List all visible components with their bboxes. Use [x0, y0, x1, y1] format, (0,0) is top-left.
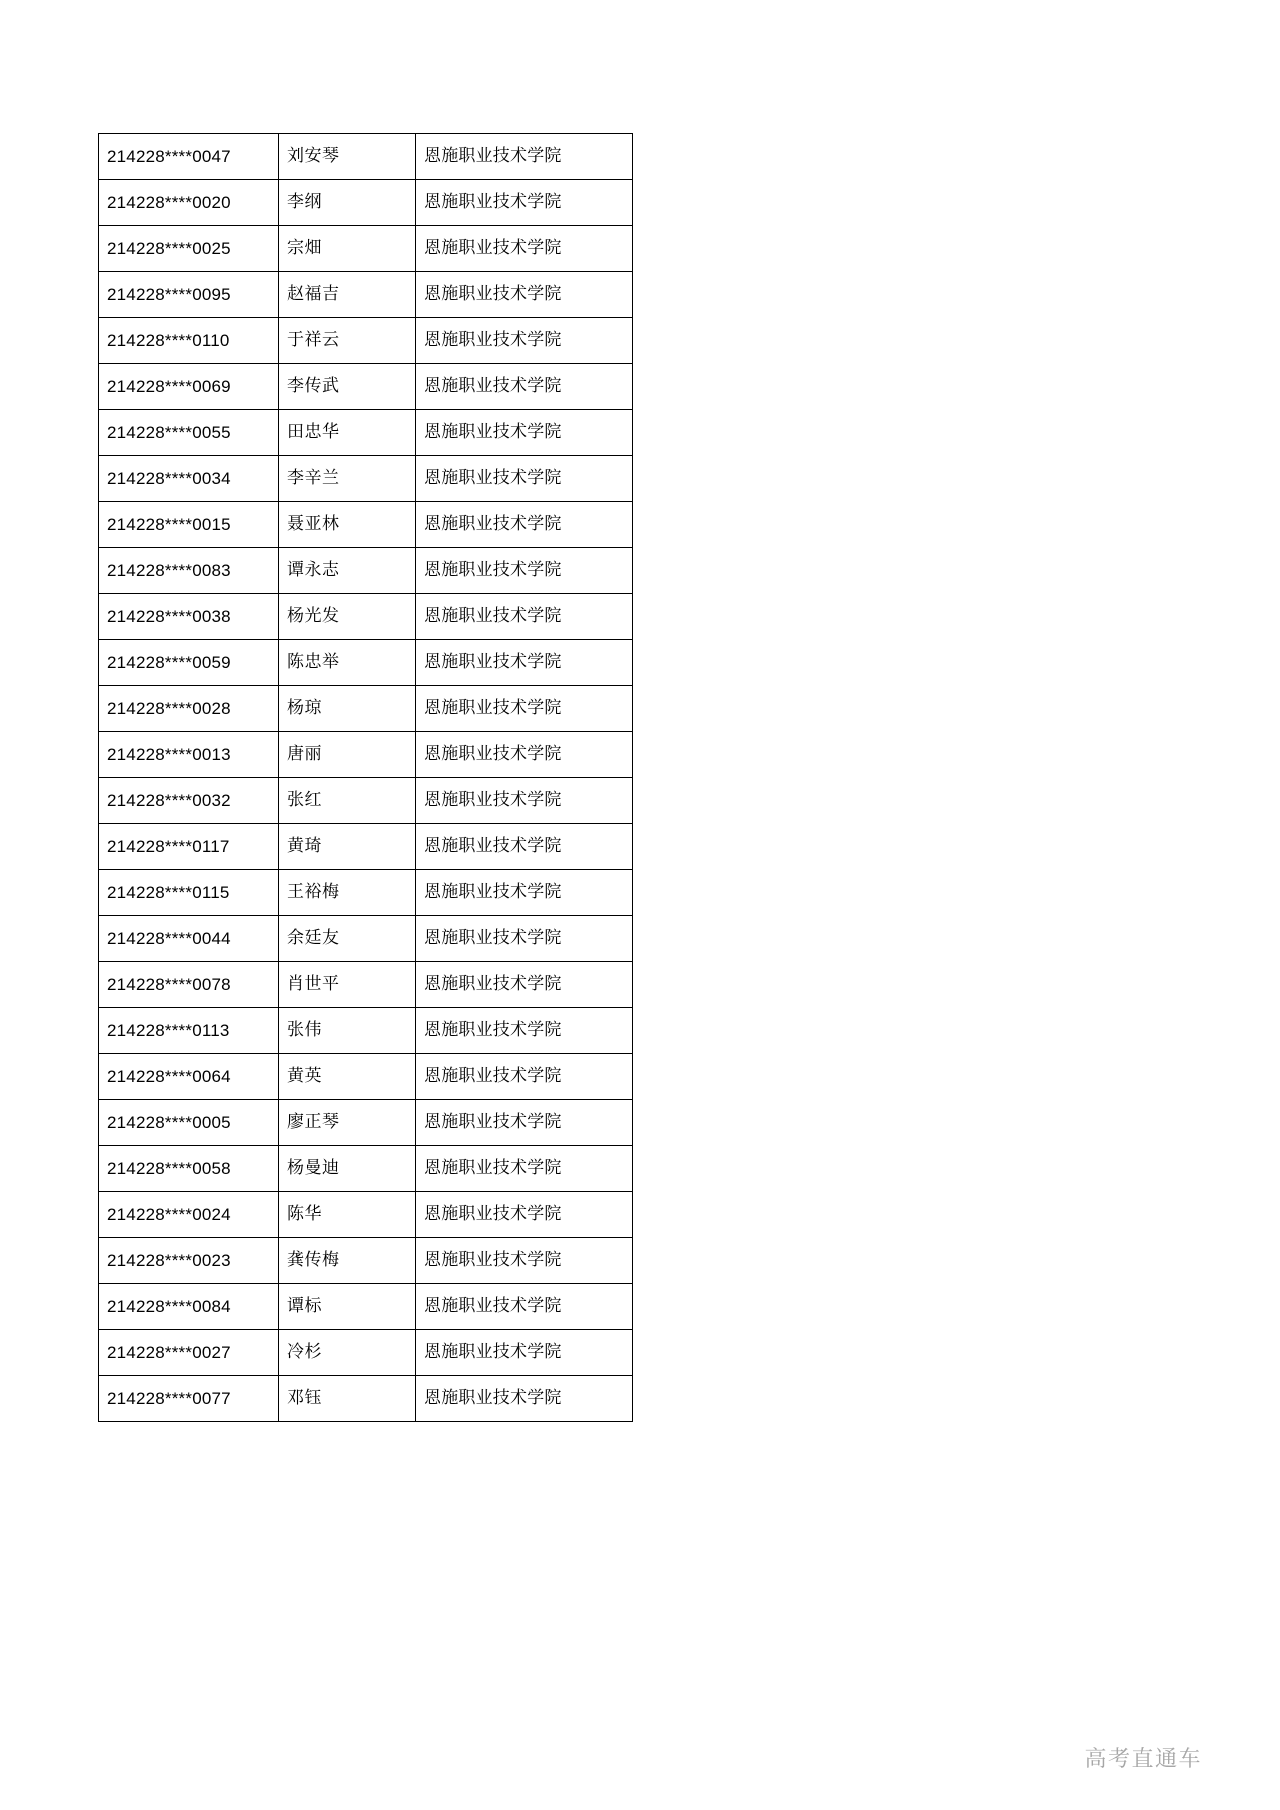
- cell-institution: 恩施职业技术学院: [416, 1192, 633, 1238]
- cell-institution: 恩施职业技术学院: [416, 1376, 633, 1422]
- table-row: [99, 870, 633, 916]
- table-row: [99, 548, 633, 594]
- cell-id-number: 214228****0110: [99, 318, 279, 364]
- cell-candidate-name: 陈忠举: [279, 640, 416, 686]
- table-row: [99, 1330, 633, 1376]
- cell-candidate-name: 肖世平: [279, 962, 416, 1008]
- cell-institution: 恩施职业技术学院: [416, 548, 633, 594]
- cell-institution: 恩施职业技术学院: [416, 870, 633, 916]
- cell-candidate-name: 聂亚林: [279, 502, 416, 548]
- cell-candidate-name: 李纲: [279, 180, 416, 226]
- cell-id-number: 214228****0064: [99, 1054, 279, 1100]
- cell-id-number: 214228****0005: [99, 1100, 279, 1146]
- cell-id-number: 214228****0078: [99, 962, 279, 1008]
- cell-candidate-name: 谭标: [279, 1284, 416, 1330]
- cell-institution: 恩施职业技术学院: [416, 686, 633, 732]
- table-row: [99, 1054, 633, 1100]
- table-row: [99, 1192, 633, 1238]
- table-row: [99, 594, 633, 640]
- cell-id-number: 214228****0032: [99, 778, 279, 824]
- cell-id-number: 214228****0113: [99, 1008, 279, 1054]
- cell-id-number: 214228****0059: [99, 640, 279, 686]
- cell-institution: 恩施职业技术学院: [416, 594, 633, 640]
- table-row: [99, 916, 633, 962]
- cell-id-number: 214228****0024: [99, 1192, 279, 1238]
- cell-candidate-name: 唐丽: [279, 732, 416, 778]
- cell-id-number: 214228****0115: [99, 870, 279, 916]
- roster-table: [98, 133, 633, 1422]
- cell-institution: 恩施职业技术学院: [416, 226, 633, 272]
- table-row: [99, 1238, 633, 1284]
- cell-candidate-name: 陈华: [279, 1192, 416, 1238]
- table-row: [99, 1100, 633, 1146]
- cell-candidate-name: 邓钰: [279, 1376, 416, 1422]
- cell-institution: 恩施职业技术学院: [416, 502, 633, 548]
- cell-institution: 恩施职业技术学院: [416, 778, 633, 824]
- cell-id-number: 214228****0023: [99, 1238, 279, 1284]
- cell-id-number: 214228****0034: [99, 456, 279, 502]
- table-row: [99, 778, 633, 824]
- cell-id-number: 214228****0083: [99, 548, 279, 594]
- table-row: [99, 732, 633, 778]
- cell-institution: 恩施职业技术学院: [416, 1008, 633, 1054]
- cell-id-number: 214228****0084: [99, 1284, 279, 1330]
- cell-institution: 恩施职业技术学院: [416, 1284, 633, 1330]
- cell-institution: 恩施职业技术学院: [416, 456, 633, 502]
- table-row: [99, 226, 633, 272]
- cell-institution: 恩施职业技术学院: [416, 1100, 633, 1146]
- table-row: [99, 502, 633, 548]
- cell-institution: 恩施职业技术学院: [416, 364, 633, 410]
- cell-institution: 恩施职业技术学院: [416, 1238, 633, 1284]
- cell-institution: 恩施职业技术学院: [416, 1146, 633, 1192]
- page-watermark: 高考直通车: [1084, 1747, 1202, 1772]
- roster-table-container: [98, 133, 632, 1422]
- cell-candidate-name: 宗畑: [279, 226, 416, 272]
- table-row: [99, 134, 633, 180]
- roster-table-body: [99, 134, 633, 1422]
- cell-candidate-name: 王裕梅: [279, 870, 416, 916]
- cell-id-number: 214228****0044: [99, 916, 279, 962]
- table-row: [99, 1008, 633, 1054]
- cell-id-number: 214228****0117: [99, 824, 279, 870]
- cell-institution: 恩施职业技术学院: [416, 180, 633, 226]
- cell-candidate-name: 张红: [279, 778, 416, 824]
- cell-candidate-name: 李传武: [279, 364, 416, 410]
- cell-candidate-name: 谭永志: [279, 548, 416, 594]
- table-row: [99, 824, 633, 870]
- cell-candidate-name: 刘安琴: [279, 134, 416, 180]
- cell-institution: 恩施职业技术学院: [416, 962, 633, 1008]
- cell-candidate-name: 杨光发: [279, 594, 416, 640]
- cell-candidate-name: 杨琼: [279, 686, 416, 732]
- cell-candidate-name: 张伟: [279, 1008, 416, 1054]
- table-row: [99, 1376, 633, 1422]
- cell-institution: 恩施职业技术学院: [416, 1054, 633, 1100]
- cell-id-number: 214228****0028: [99, 686, 279, 732]
- cell-candidate-name: 龚传梅: [279, 1238, 416, 1284]
- cell-candidate-name: 黄英: [279, 1054, 416, 1100]
- cell-id-number: 214228****0013: [99, 732, 279, 778]
- table-row: [99, 456, 633, 502]
- cell-candidate-name: 赵福吉: [279, 272, 416, 318]
- table-row: [99, 1146, 633, 1192]
- table-row: [99, 962, 633, 1008]
- table-row: [99, 180, 633, 226]
- cell-institution: 恩施职业技术学院: [416, 318, 633, 364]
- cell-candidate-name: 田忠华: [279, 410, 416, 456]
- cell-institution: 恩施职业技术学院: [416, 640, 633, 686]
- cell-id-number: 214228****0055: [99, 410, 279, 456]
- table-row: [99, 410, 633, 456]
- cell-institution: 恩施职业技术学院: [416, 824, 633, 870]
- cell-id-number: 214228****0025: [99, 226, 279, 272]
- cell-institution: 恩施职业技术学院: [416, 732, 633, 778]
- cell-candidate-name: 杨曼迪: [279, 1146, 416, 1192]
- cell-id-number: 214228****0058: [99, 1146, 279, 1192]
- cell-institution: 恩施职业技术学院: [416, 1330, 633, 1376]
- cell-candidate-name: 黄琦: [279, 824, 416, 870]
- cell-id-number: 214228****0069: [99, 364, 279, 410]
- cell-candidate-name: 李辛兰: [279, 456, 416, 502]
- cell-id-number: 214228****0047: [99, 134, 279, 180]
- cell-candidate-name: 冷杉: [279, 1330, 416, 1376]
- cell-id-number: 214228****0095: [99, 272, 279, 318]
- cell-institution: 恩施职业技术学院: [416, 134, 633, 180]
- cell-institution: 恩施职业技术学院: [416, 272, 633, 318]
- table-row: [99, 364, 633, 410]
- cell-institution: 恩施职业技术学院: [416, 410, 633, 456]
- cell-candidate-name: 廖正琴: [279, 1100, 416, 1146]
- cell-institution: 恩施职业技术学院: [416, 916, 633, 962]
- table-row: [99, 640, 633, 686]
- table-row: [99, 1284, 633, 1330]
- cell-candidate-name: 于祥云: [279, 318, 416, 364]
- table-row: [99, 686, 633, 732]
- table-row: [99, 318, 633, 364]
- cell-id-number: 214228****0038: [99, 594, 279, 640]
- cell-id-number: 214228****0020: [99, 180, 279, 226]
- cell-id-number: 214228****0027: [99, 1330, 279, 1376]
- table-row: [99, 272, 633, 318]
- cell-candidate-name: 余廷友: [279, 916, 416, 962]
- cell-id-number: 214228****0077: [99, 1376, 279, 1422]
- cell-id-number: 214228****0015: [99, 502, 279, 548]
